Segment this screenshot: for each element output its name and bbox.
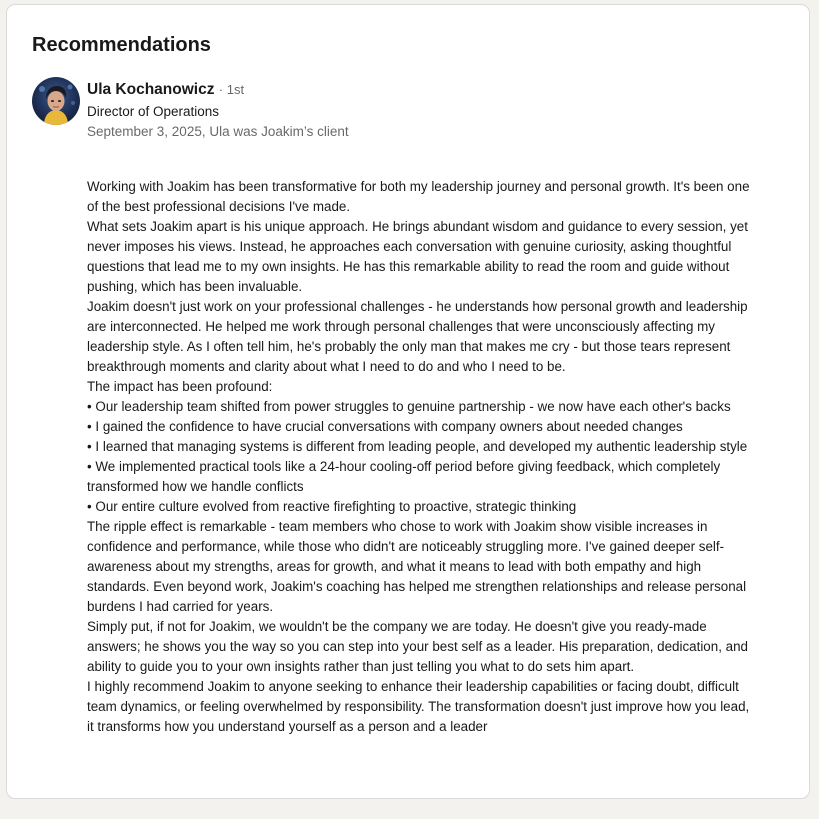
author-line: [87, 79, 349, 101]
avatar-image: [32, 77, 80, 125]
recommendation-header: [87, 79, 349, 142]
author-name[interactable]: Ula Kochanowicz: [87, 81, 215, 98]
recommendation-meta: September 3, 2025, Ula was Joakim’s client: [87, 124, 349, 139]
connection-degree: · 1st: [218, 82, 245, 97]
profile-photo-icon[interactable]: [32, 77, 80, 125]
bullet-item: • We implemented practical tools like a 24-hour cooling-off period before giving feedback, which completely transformed how we handle conflicts: [87, 459, 721, 494]
recommendation-text: [87, 177, 755, 737]
section-title: Recommendations: [32, 34, 211, 56]
recommendations-card: [6, 4, 810, 799]
bullet-item: • Our leadership team shifted from power struggles to genuine partnership - we now have each other's backs: [87, 399, 731, 414]
paragraph: Working with Joakim has been transformative for both my leadership journey and personal growth. It's been one of the best professional decisions I've made.: [87, 179, 750, 214]
bullet-item: • I gained the confidence to have crucial conversations with company owners about needed changes: [87, 419, 683, 434]
paragraph: The impact has been profound:: [87, 379, 273, 394]
paragraph: I highly recommend Joakim to anyone seeking to enhance their leadership capabilities or facing doubt, difficult team dynamics, or feeling overwhelmed by responsibility. The transformation doesn't just improve how you lead, it transforms how you understand yourself as a person and a leader: [87, 679, 750, 734]
paragraph: The ripple effect is remarkable - team members who chose to work with Joakim show visible increases in confidence and performance, while those who didn't are noticeably struggling more. I've gained deeper self-awareness about my strengths, areas for growth, and what it means to lead with both empathy and high standards. Even beyond work, Joakim's coaching has helped me strengthen relationships and release personal burdens I had carried for years.: [87, 519, 747, 614]
bullet-item: • Our entire culture evolved from reactive firefighting to proactive, strategic thinking: [87, 499, 577, 514]
paragraph: Joakim doesn't just work on your professional challenges - he understands how personal growth and leadership are interconnected. He helped me work through personal challenges that were unconsciously affecting my leadership style. As I often tell him, he's probably the only man that makes me cry - but those tears represent breakthrough moments and clarity about what I need to do and who I need to be.: [87, 299, 748, 374]
bullet-item: • I learned that managing systems is different from leading people, and developed my authentic leadership style: [87, 439, 748, 454]
author-headline: Director of Operations: [87, 104, 220, 119]
paragraph: What sets Joakim apart is his unique approach. He brings abundant wisdom and guidance to every session, yet never imposes his views. Instead, he approaches each conversation with genuine curiosity, asking thoughtful questions that lead me to my own insights. He has this remarkable ability to read the room and guide without pushing, which has been invaluable.: [87, 219, 748, 294]
paragraph: Simply put, if not for Joakim, we wouldn't be the company we are today. He doesn't give you ready-made answers; he shows you the way so you can step into your best self as a leader. His preparation, dedication, and ability to guide you to your own insights rather than just telling you what to do sets him apart.: [87, 619, 748, 674]
